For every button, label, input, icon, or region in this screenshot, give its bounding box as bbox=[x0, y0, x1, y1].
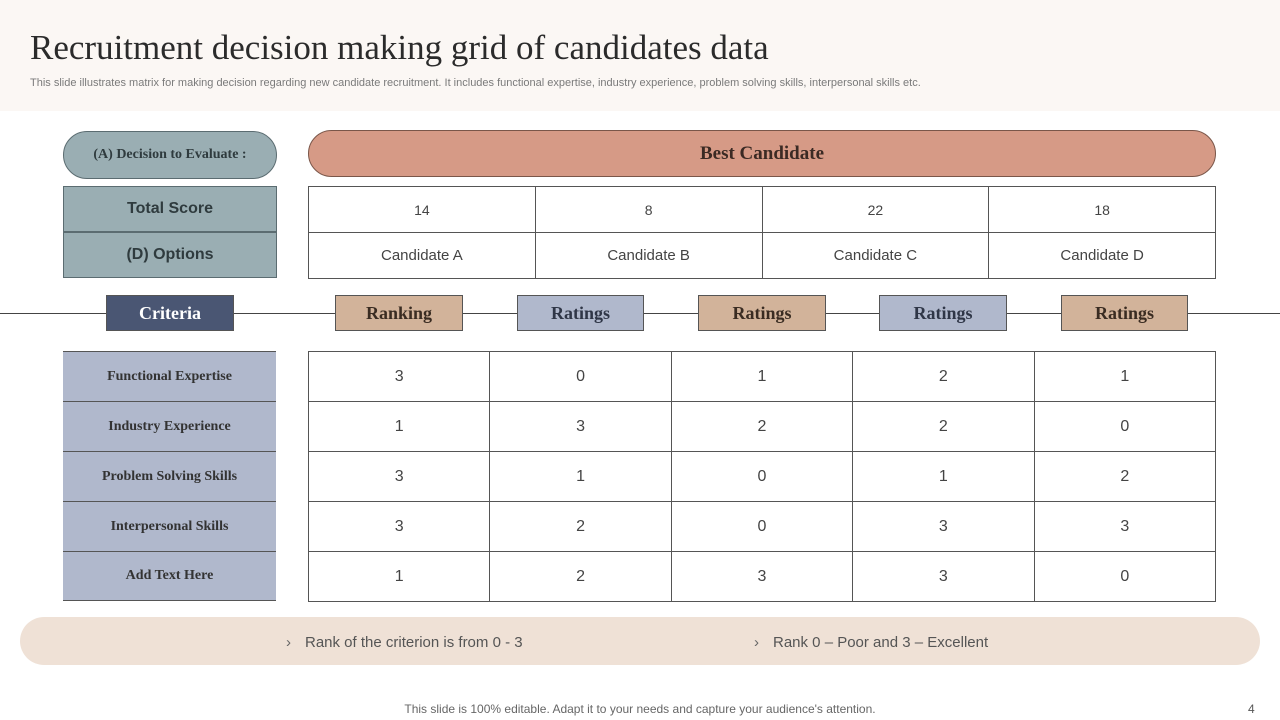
ratings-header-chip: Ratings bbox=[879, 295, 1007, 331]
ratings-table bbox=[308, 351, 1216, 602]
total-score-cell: 8 bbox=[535, 187, 762, 233]
rating-cell: 0 bbox=[671, 452, 852, 502]
options-label: (D) Options bbox=[63, 232, 277, 278]
candidate-score-table bbox=[308, 186, 1216, 279]
rating-cell: 1 bbox=[309, 552, 490, 602]
page-number: 4 bbox=[1248, 702, 1255, 716]
rating-cell: 1 bbox=[309, 402, 490, 452]
slide-title: Recruitment decision making grid of candidates data bbox=[30, 28, 769, 67]
candidate-name-cell: Candidate C bbox=[762, 233, 989, 279]
options-row bbox=[309, 233, 1216, 279]
candidate-name-cell: Candidate D bbox=[989, 233, 1216, 279]
rating-cell: 3 bbox=[309, 502, 490, 552]
note-item bbox=[286, 634, 523, 651]
criteria-header-chip: Criteria bbox=[106, 295, 234, 331]
chevron-right-icon: › bbox=[286, 634, 291, 651]
rating-cell: 2 bbox=[490, 552, 671, 602]
candidate-name-cell: Candidate A bbox=[309, 233, 536, 279]
note-text: Rank 0 – Poor and 3 – Excellent bbox=[773, 634, 989, 651]
criterion-label: Add Text Here bbox=[63, 551, 276, 601]
best-candidate-banner: Best Candidate bbox=[308, 130, 1216, 177]
table-row bbox=[309, 502, 1216, 552]
rating-cell: 3 bbox=[1034, 502, 1215, 552]
rating-cell: 3 bbox=[309, 452, 490, 502]
rating-cell: 2 bbox=[853, 352, 1034, 402]
total-score-row bbox=[309, 187, 1216, 233]
footer-text: This slide is 100% editable. Adapt it to your needs and capture your audience's attention. bbox=[404, 702, 876, 716]
rating-cell: 3 bbox=[490, 402, 671, 452]
rating-cell: 3 bbox=[853, 502, 1034, 552]
rating-cell: 3 bbox=[671, 552, 852, 602]
total-score-cell: 14 bbox=[309, 187, 536, 233]
total-score-label: Total Score bbox=[63, 186, 277, 232]
total-score-cell: 22 bbox=[762, 187, 989, 233]
criteria-column bbox=[63, 351, 276, 601]
ratings-header-chip: Ratings bbox=[517, 295, 644, 331]
ratings-header-chip: Ratings bbox=[698, 295, 826, 331]
decision-to-evaluate-label: (A) Decision to Evaluate : bbox=[63, 131, 277, 179]
table-row bbox=[309, 402, 1216, 452]
table-row bbox=[309, 552, 1216, 602]
note-text: Rank of the criterion is from 0 - 3 bbox=[305, 634, 523, 651]
candidate-name-cell: Candidate B bbox=[535, 233, 762, 279]
notes-bar bbox=[20, 617, 1260, 665]
rating-cell: 1 bbox=[1034, 352, 1215, 402]
rating-cell: 1 bbox=[671, 352, 852, 402]
rating-cell: 1 bbox=[853, 452, 1034, 502]
criterion-label: Functional Expertise bbox=[63, 351, 276, 401]
rating-cell: 1 bbox=[490, 452, 671, 502]
criterion-label: Problem Solving Skills bbox=[63, 451, 276, 501]
rating-cell: 2 bbox=[490, 502, 671, 552]
rating-cell: 2 bbox=[1034, 452, 1215, 502]
rating-cell: 0 bbox=[1034, 552, 1215, 602]
rating-cell: 3 bbox=[309, 352, 490, 402]
rating-cell: 0 bbox=[490, 352, 671, 402]
table-row bbox=[309, 352, 1216, 402]
rating-cell: 2 bbox=[853, 402, 1034, 452]
slide-header bbox=[0, 0, 1280, 111]
total-score-cell: 18 bbox=[989, 187, 1216, 233]
ratings-header-chip: Ratings bbox=[1061, 295, 1188, 331]
ranking-header-chip: Ranking bbox=[335, 295, 463, 331]
rating-cell: 0 bbox=[671, 502, 852, 552]
rating-cell: 0 bbox=[1034, 402, 1215, 452]
slide-subtitle: This slide illustrates matrix for making decision regarding new candidate recruitment. It includes functional expertise, industry experience, problem solving skills, interpersonal skills etc. bbox=[30, 77, 921, 89]
criterion-label: Industry Experience bbox=[63, 401, 276, 451]
note-item bbox=[754, 634, 988, 651]
rating-cell: 2 bbox=[671, 402, 852, 452]
chevron-right-icon: › bbox=[754, 634, 759, 651]
rating-cell: 3 bbox=[853, 552, 1034, 602]
table-row bbox=[309, 452, 1216, 502]
criterion-label: Interpersonal Skills bbox=[63, 501, 276, 551]
